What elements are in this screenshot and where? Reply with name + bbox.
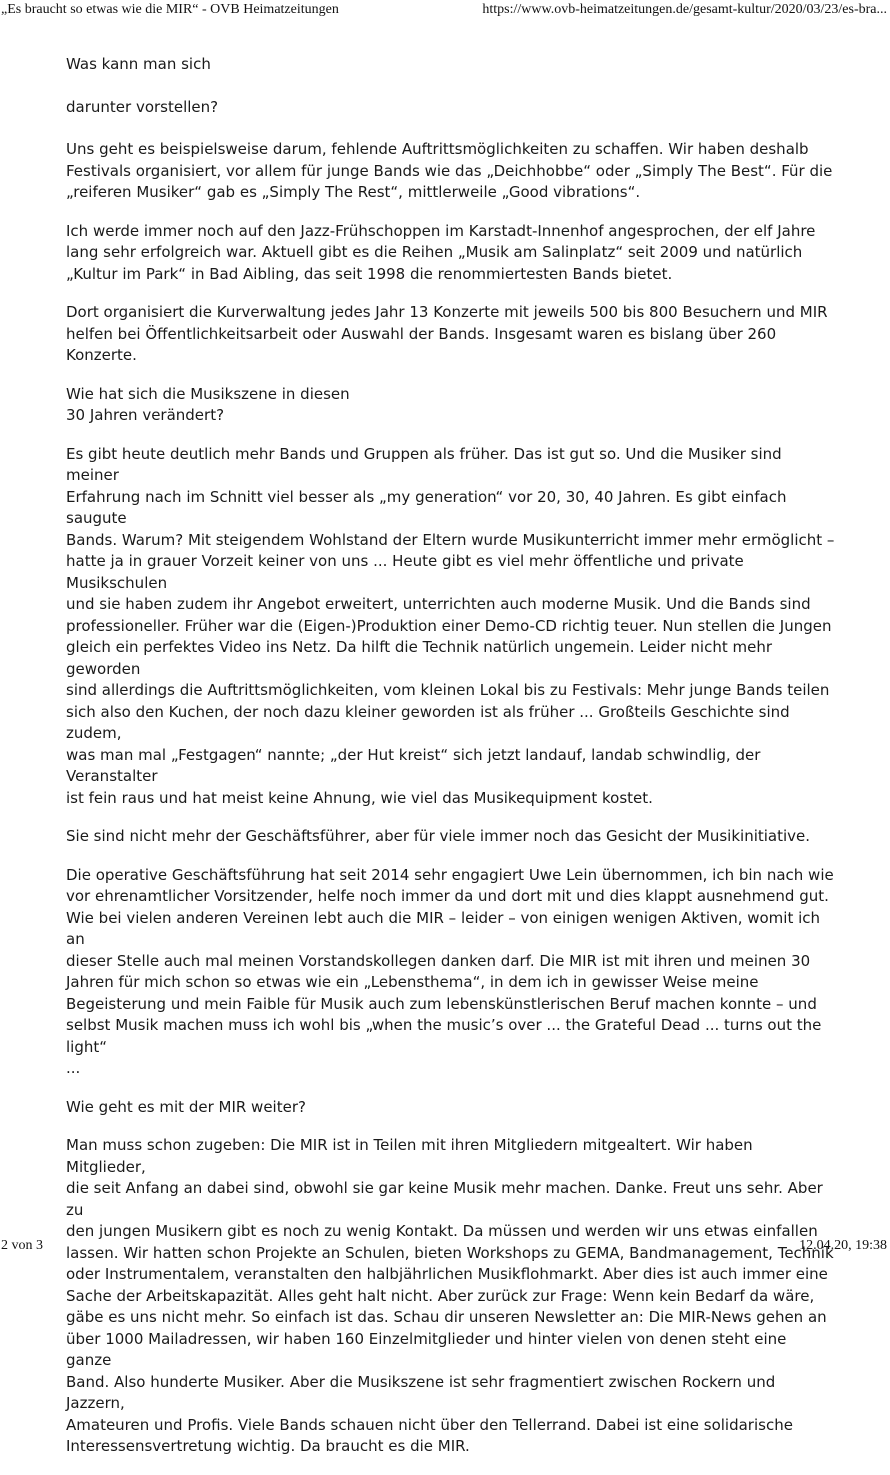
answer-paragraph-4: Es gibt heute deutlich mehr Bands und Gruppen als früher. Das ist gut so. Und die Musiker sind meiner Erfahrung nach im Schnitt viel besser als „my generation“ vor 20, 30, 40 Jahren. Es gibt einfach saugute Bands. Warum? Mit steigendem Wohlstand der Eltern wurde Musikunterricht immer mehr ermöglicht – hatte ja in grauer Vorzeit keiner von uns ... Heute gibt es viel mehr öffentliche und private Musikschulen und sie haben zudem ihr Angebot erweitert, unterrichten auch moderne Musik. Und die Bands sind professioneller. Früher war die (Eigen-)Produktion einer Demo-CD richtig teuer. Nun stellen die Jungen gleich ein perfektes Video ins Netz. Da hilft die Technik natürlich ungemein. Leider nicht mehr geworden sind allerdings die Auftrittsmöglichkeiten, vom kleinen Lokal bis zu Festivals: Mehr junge Bands teilen sich also den Kuchen, der noch dazu kleiner geworden ist als früher ... Großteils Geschichte sind zudem, was man mal „Festgagen“ nannte; „der Hut kreist“ sich jetzt landauf, landab schwindlig, der Veranstalter ist fein raus und hat meist keine Ahnung, wie viel das Musikequipment kostet. (66, 444, 835, 807)
print-header-url: https://www.ovb-heimatzeitungen.de/gesamt-kultur/2020/03/23/es-bra... (482, 2, 887, 17)
print-footer-date: 12.04.20, 19:38 (799, 1238, 887, 1253)
answer-paragraph-5: Die operative Geschäftsführung hat seit 2014 sehr engagiert Uwe Lein übernommen, ich bin nach wie vor ehrenamtlicher Vorsitzender, helfe noch immer da und dort mit und dies klappt ausnehmend gut. Wie bei vielen anderen Vereinen lebt auch die MIR – leider – von einigen wenigen Aktiven, womit ich an dieser Stelle auch mal meinen Vorstandskollegen danken darf. Die MIR ist mit ihren und meinen 30 Jahren für mich schon so etwas wie ein „Lebensthema“, in dem ich in gewisser Weise meine Begeisterung und mein Faible für Musik auch zum lebenskünstlerischen Beruf machen konnte – und selbst Musik machen muss ich wohl bis „when the music’s over ... the Grateful Dead ... turns out the light“ ... (66, 865, 834, 1077)
print-header-title: „Es braucht so etwas wie die MIR“ - OVB Heimatzeitungen (1, 2, 339, 17)
print-footer-page: 2 von 3 (1, 1238, 43, 1253)
question-4: Wie geht es mit der MIR weiter? (66, 1097, 306, 1116)
question-3: Sie sind nicht mehr der Geschäftsführer, aber für viele immer noch das Gesicht der Musikinitiative. (66, 827, 811, 845)
answer-paragraph-1: Uns geht es beispielsweise darum, fehlende Auftrittsmöglichkeiten zu schaffen. Wir haben deshalb Festivals organisiert, vor allem für junge Bands wie das „Deichhobbe“ oder „Simply The Best“. Für die „reiferen Musiker“ gab es „Simply The Rest“, mittlerweile „Good vibrations“. (66, 140, 833, 201)
question-line-2: darunter vorstellen? (66, 97, 219, 116)
answer-paragraph-2: Ich werde immer noch auf den Jazz-Frühschoppen im Karstadt-Innenhof angesprochen, der elf Jahre lang sehr erfolgreich war. Aktuell gibt es die Reihen „Musik am Salinplatz“ seit 2009 und natürlich „Kultur im Park“ in Bad Aibling, das seit 1998 die renommiertesten Bands bietet. (66, 221, 816, 283)
answer-paragraph-3: Dort organisiert die Kurverwaltung jedes Jahr 13 Konzerte mit jeweils 500 bis 800 Besuchern und MIR helfen bei Öffentlichkeitsarbeit oder Auswahl der Bands. Insgesamt waren es bislang über 260 Konzerte. (66, 303, 828, 364)
answer-paragraph-6: Man muss schon zugeben: Die MIR ist in Teilen mit ihren Mitgliedern mitgealtert. Wir haben Mitglieder, die seit Anfang an dabei sind, obwohl sie gar keine Musik mehr machen. Danke. Freut uns sehr. Aber zu den jungen Musikern gibt es noch zu wenig Kontakt. Da müssen und werden wir uns etwas einfallen lassen. Wir hatten schon Projekte an Schulen, bieten Workshops zu GEMA, Bandmanagement, Technik oder Instrumentalem, veranstalten den halbjährlichen Musikflohmarkt. Aber dies ist auch immer eine Sache der Arbeitskapazität. Alles geht halt nicht. Aber zurück zur Frage: Wenn kein Bedarf da wäre, gäbe es uns nicht mehr. So einfach ist das. Schau dir unseren Newsletter an: Die MIR-News gehen an über 1000 Mailadressen, wir haben 160 Einzelmitglieder und hinter vielen von denen steht eine ganze Band. Also hunderte Musiker. Aber die Musikszene ist sehr fragmentiert zwischen Rockern und Jazzern, Amateuren und Profis. Viele Bands schauen nicht über den Tellerrand. Dabei ist eine solidarische Interessensvertretung wichtig. Da braucht es die MIR. (66, 1136, 834, 1455)
article-body (66, 54, 836, 1475)
question-line-1: Was kann man sich (66, 55, 211, 73)
question-2: Wie hat sich die Musikszene in diesen 30 Jahren verändert? (66, 384, 350, 424)
